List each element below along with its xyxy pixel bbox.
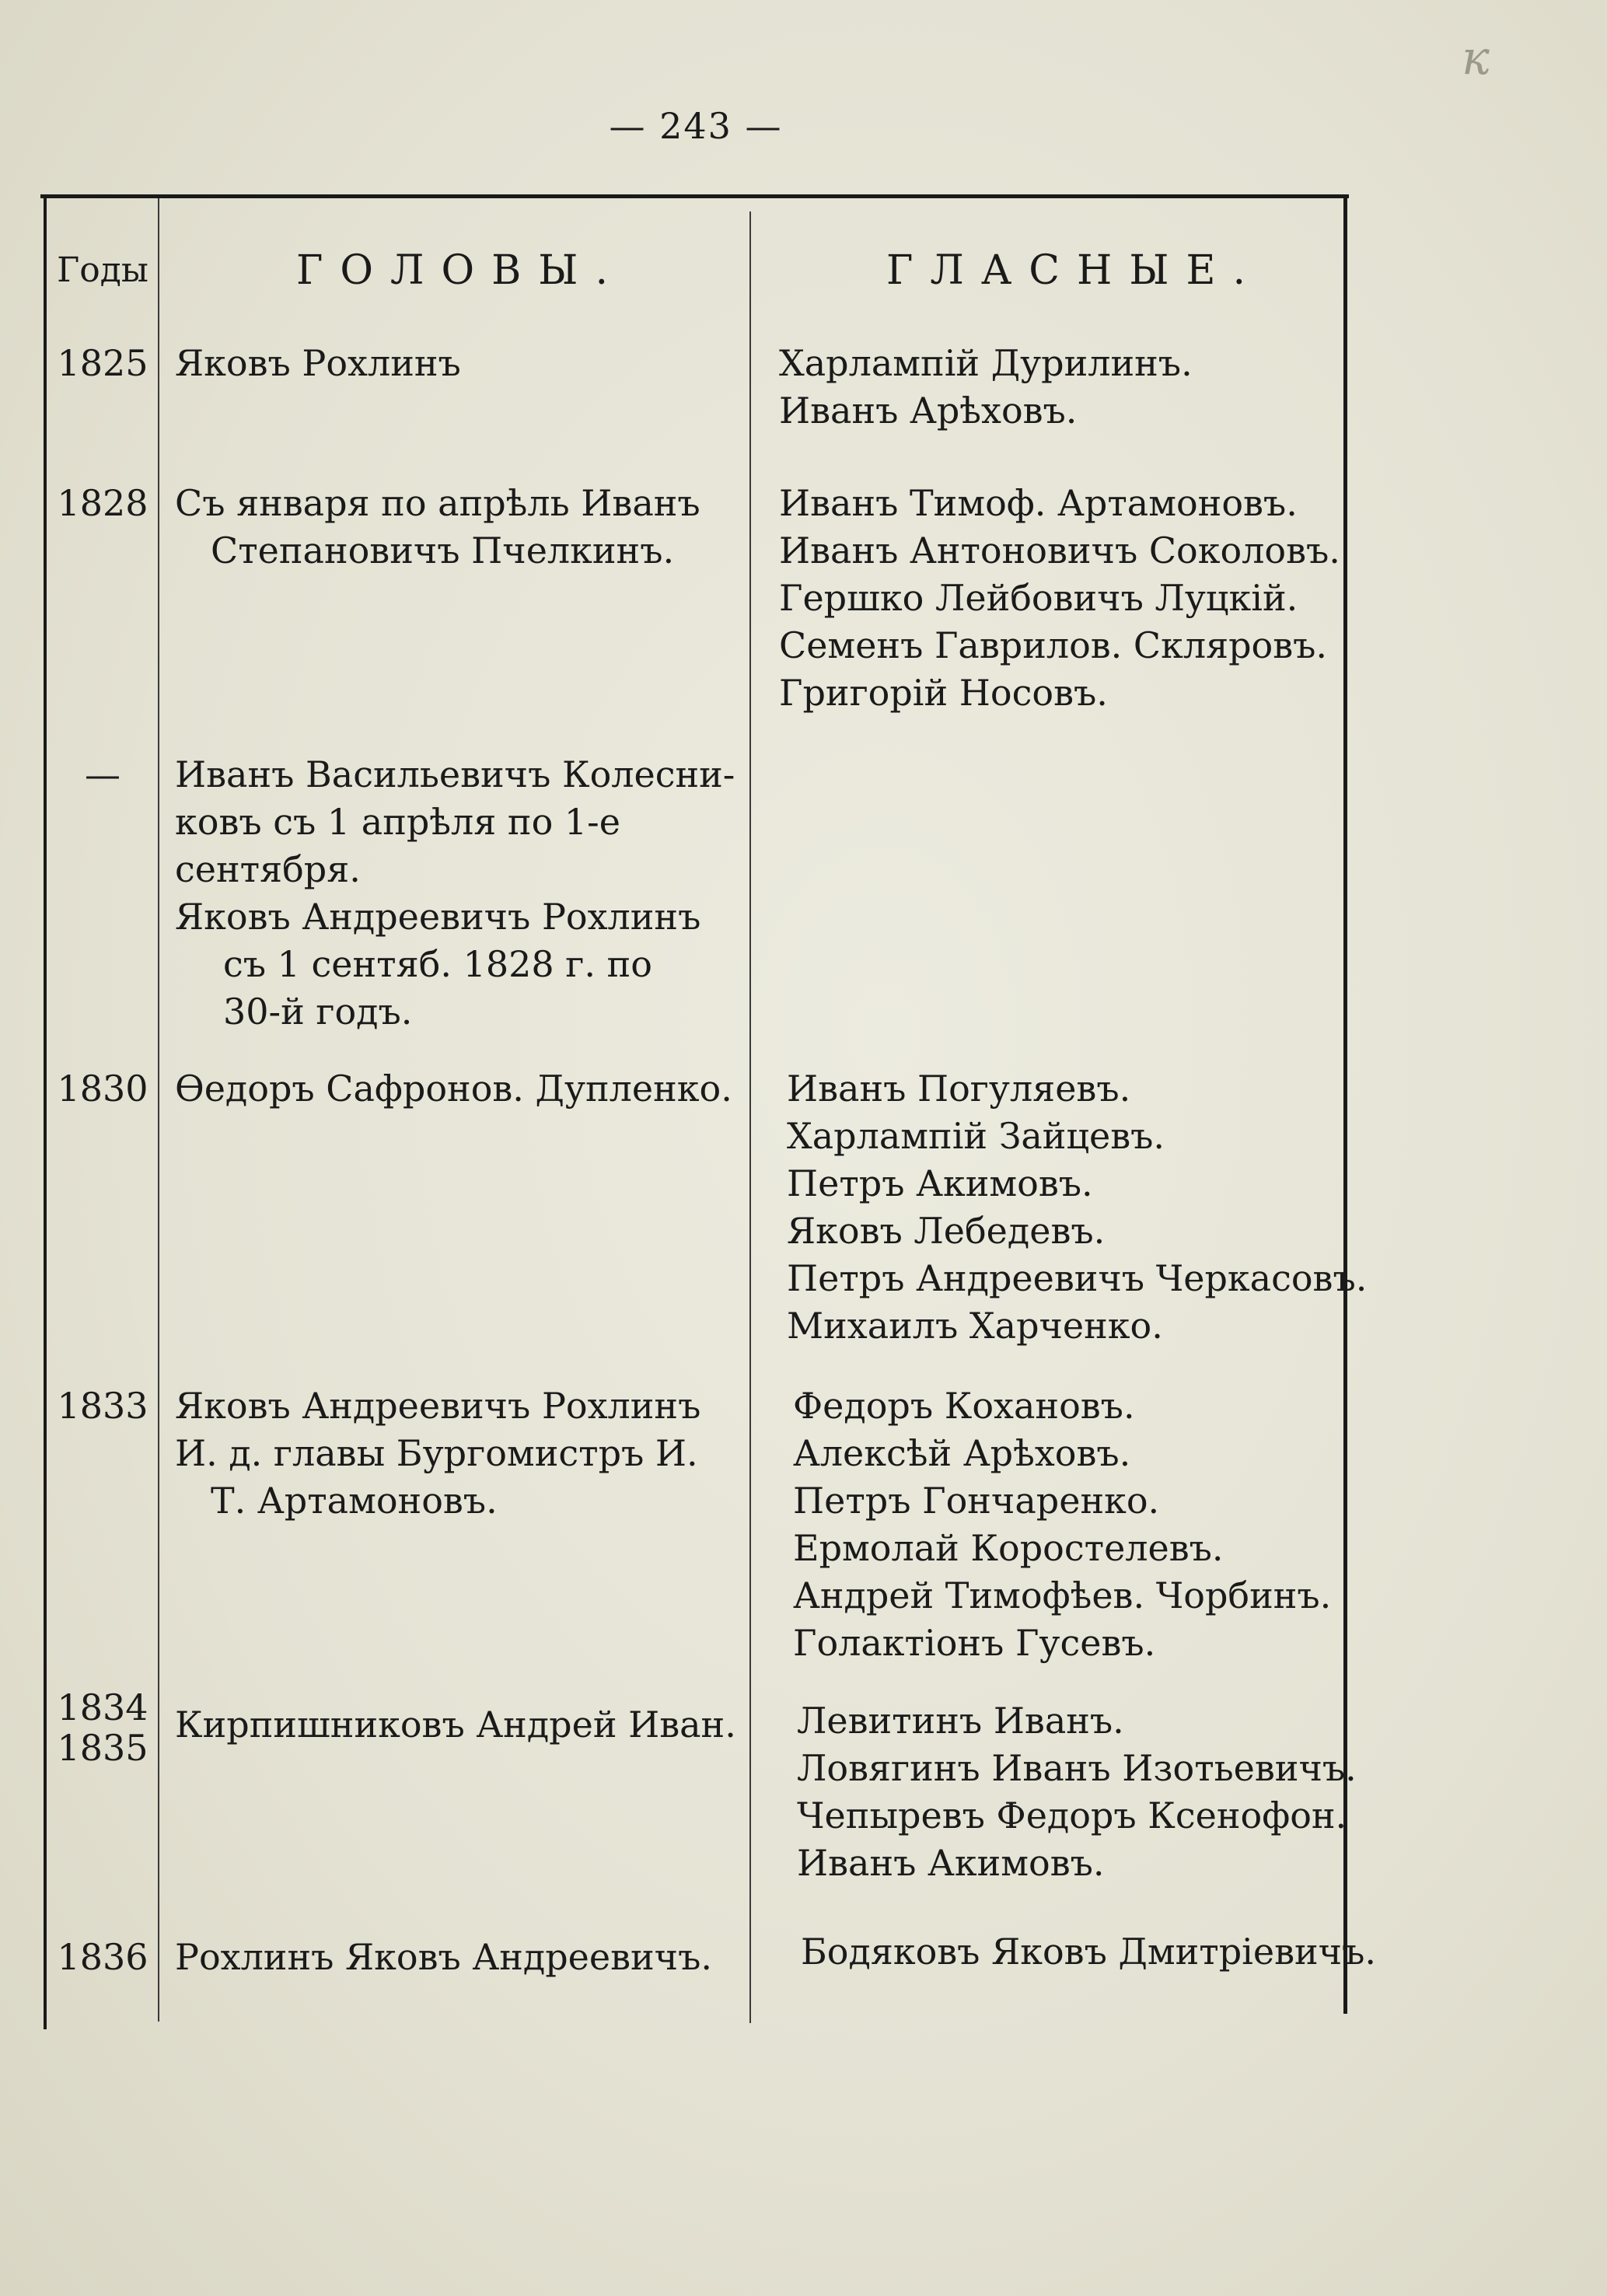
glasny-line: Федоръ Кохановъ.	[793, 1385, 1135, 1427]
glasny-line: Чепыревъ Федоръ Ксенофон.	[797, 1795, 1347, 1836]
glasny-line: Иванъ Погуляевъ.	[787, 1068, 1131, 1110]
glasny-line: Левитинъ Иванъ.	[797, 1700, 1124, 1742]
row-glasnye	[801, 1928, 1392, 1976]
row-heads	[175, 1701, 746, 1749]
row-year-dash: —	[85, 753, 121, 795]
glasny-line: Михаилъ Харченко.	[787, 1305, 1163, 1347]
glasny-line: Ермолай Коростелевъ.	[793, 1527, 1224, 1569]
row-year: 1836	[57, 1936, 148, 1978]
glasny-line: Иванъ Арѣховъ.	[779, 390, 1078, 432]
head-line: И. д. главы Бургомистръ И.	[175, 1432, 698, 1474]
head-line: ковъ съ 1 апрѣля по 1-е	[175, 801, 620, 843]
table-left-rule	[44, 198, 47, 2029]
table-top-rule	[40, 194, 1349, 198]
head-line: сентября.	[175, 848, 361, 890]
head-line: Степановичъ Пчелкинъ.	[211, 529, 675, 571]
glasny-line: Харлампій Дурилинъ.	[779, 342, 1193, 384]
row-year: 1825	[57, 342, 148, 384]
head-line: Иванъ Васильевичъ Колесни-	[175, 753, 735, 795]
glasny-line: Семенъ Гаврилов. Скляровъ.	[779, 624, 1328, 666]
head-line: Кирпишниковъ Андрей Иван.	[175, 1704, 736, 1746]
row-heads	[175, 340, 746, 387]
corner-pencil-mark: к	[1462, 31, 1490, 86]
page-number: — 243 —	[609, 105, 783, 147]
glasny-line: Голактіонъ Гусевъ.	[793, 1622, 1156, 1664]
row-year: 1830	[57, 1068, 148, 1110]
head-line: Съ января по апрѣль Иванъ	[175, 482, 700, 524]
row-heads	[175, 1934, 746, 1981]
header-years: Годы	[57, 250, 148, 290]
head-line: Яковъ Андреевичъ Рохлинъ	[175, 1385, 701, 1427]
glasny-line: Бодяковъ Яковъ Дмитріевичъ.	[801, 1931, 1376, 1973]
row-glasnye	[787, 1065, 1378, 1350]
head-line: Өедоръ Сафронов. Дупленко.	[175, 1068, 732, 1110]
row-year: 1834 1835	[57, 1686, 148, 1769]
glasny-line: Ловягинъ Иванъ Изотьевичъ.	[797, 1747, 1357, 1789]
header-glasnye: ГЛАСНЫЕ.	[886, 247, 1263, 294]
row-year: 1833	[57, 1385, 148, 1427]
head-line: 30-й годъ.	[223, 991, 413, 1033]
glasny-line: Харлампій Зайцевъ.	[787, 1115, 1165, 1157]
glasny-line: Гершко Лейбовичъ Луцкій.	[779, 577, 1298, 619]
glasny-line: Иванъ Акимовъ.	[797, 1842, 1105, 1884]
row-glasnye	[793, 1382, 1384, 1667]
head-line: Яковъ Андреевичъ Рохлинъ	[175, 896, 701, 938]
row-glasnye	[779, 340, 1370, 435]
glasny-line: Иванъ Тимоф. Артамоновъ.	[779, 482, 1298, 524]
glasny-line: Иванъ Антоновичъ Соколовъ.	[779, 529, 1340, 571]
header-heads: ГОЛОВЫ.	[296, 247, 625, 294]
row-glasnye	[797, 1697, 1388, 1887]
glasny-line: Андрей Тимофѣев. Чорбинъ.	[793, 1574, 1332, 1616]
row-heads	[175, 1382, 746, 1525]
row-glasnye	[779, 480, 1370, 717]
glasny-line: Яковъ Лебедевъ.	[787, 1210, 1106, 1252]
column-rule-years	[158, 198, 159, 2022]
head-line: Т. Артамоновъ.	[211, 1480, 498, 1522]
row-heads	[175, 751, 746, 1036]
head-line: Рохлинъ Яковъ Андреевичъ.	[175, 1936, 712, 1978]
glasny-line: Григорій Носовъ.	[779, 672, 1108, 714]
glasny-line: Петръ Акимовъ.	[787, 1162, 1093, 1204]
row-year: 1828	[57, 482, 148, 524]
row-heads	[175, 1065, 746, 1113]
head-line: Яковъ Рохлинъ	[175, 342, 461, 384]
column-rule-heads	[749, 211, 751, 2023]
glasny-line: Петръ Гончаренко.	[793, 1480, 1160, 1522]
row-heads	[175, 480, 746, 575]
glasny-line: Алексѣй Арѣховъ.	[793, 1432, 1131, 1474]
glasny-line: Петръ Андреевичъ Черкасовъ.	[787, 1257, 1368, 1299]
head-line: съ 1 сентяб. 1828 г. по	[223, 943, 652, 985]
